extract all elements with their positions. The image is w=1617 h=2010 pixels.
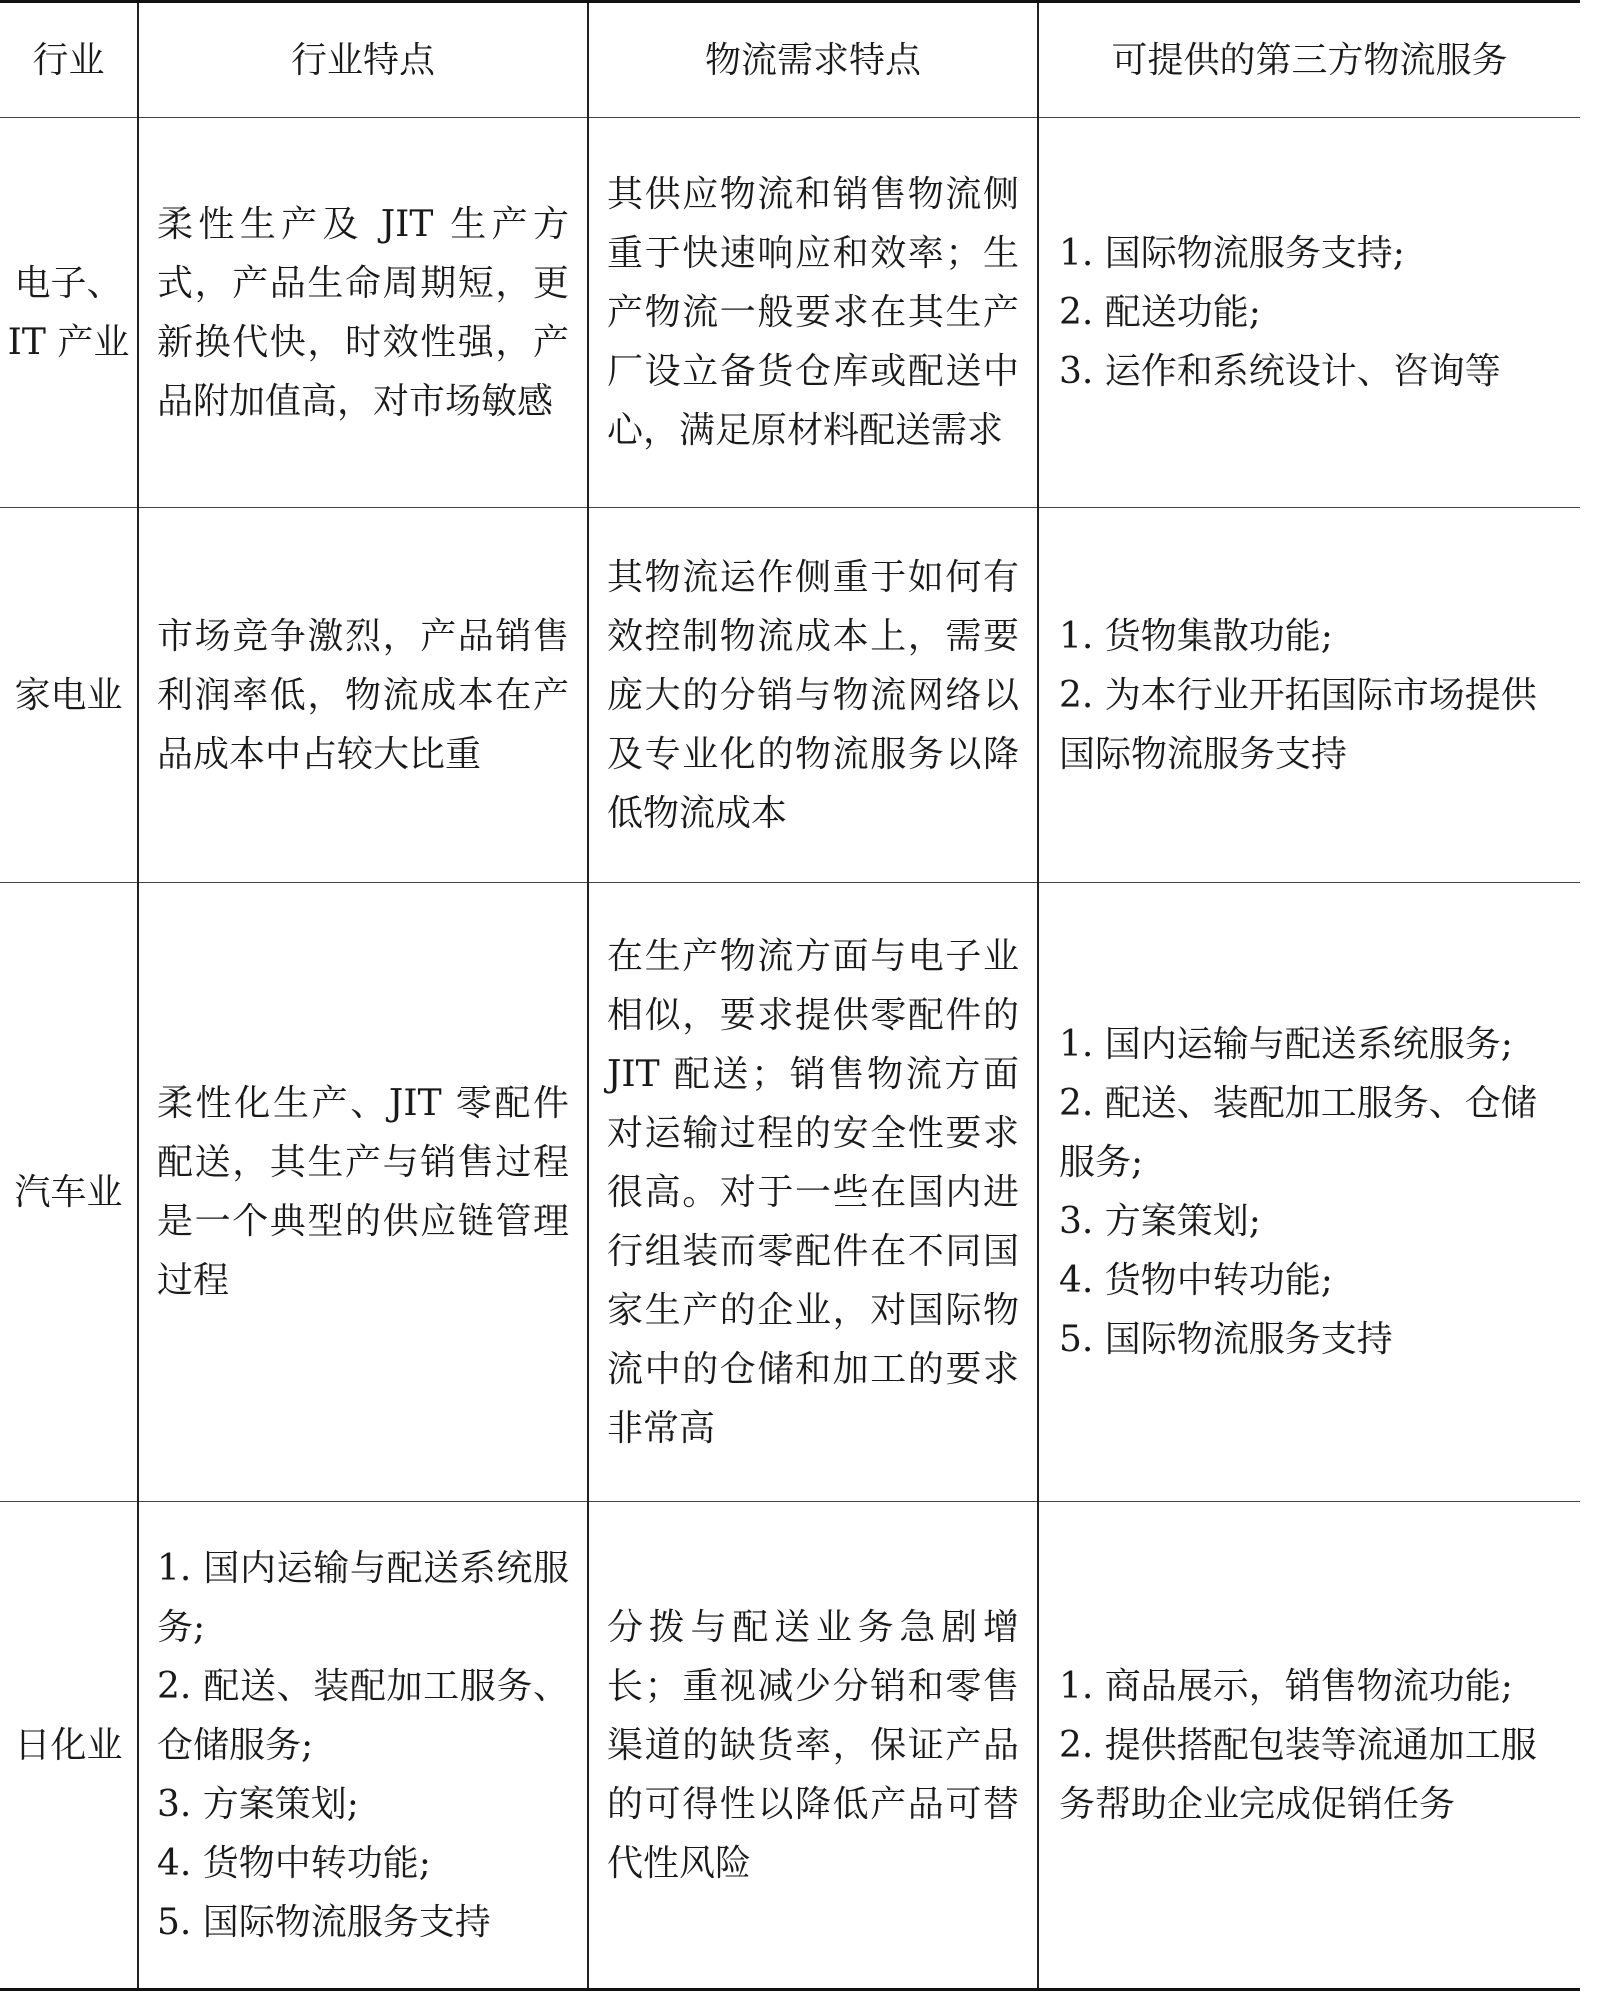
services-list (1059, 607, 1568, 784)
list-item: 1. 国际物流服务支持; (1059, 233, 1405, 274)
services-cell (1038, 118, 1580, 508)
list-item: 1. 国内运输与配送系统服务; (157, 1547, 569, 1648)
services-cell (1038, 1502, 1580, 1990)
industry-name-line: 日化业 (14, 1724, 123, 1766)
industry-cell (0, 508, 138, 883)
list-item: 3. 方案策划; (157, 1783, 359, 1825)
industry-name-line: IT 产业 (7, 321, 130, 363)
list-item: 2. 提供搭配包装等流通加工服务帮助企业完成促销任务 (1059, 1724, 1537, 1825)
header-logistics-demand: 物流需求特点 (588, 2, 1038, 118)
industry-cell (0, 883, 138, 1502)
features-cell (138, 1502, 588, 1990)
table-row (0, 508, 1580, 883)
features-cell: 市场竞争激烈，产品销售利润率低，物流成本在产品成本中占较大比重 (138, 508, 588, 883)
list-item: 1. 货物集散功能; (1059, 615, 1333, 657)
list-item: 4. 货物中转功能; (157, 1842, 431, 1884)
table-row (0, 883, 1580, 1502)
table-row (0, 1502, 1580, 1990)
industry-cell (0, 118, 138, 508)
demand-cell: 在生产物流方面与电子业相似，要求提供零配件的 JIT 配送；销售物流方面对运输过程的安全性要求很高。对于一些在国内进行组装而零配件在不同国家生产的企业，对国际物流中的仓储和加工的要求非常高 (588, 883, 1038, 1502)
list-item: 5. 国际物流服务支持 (1059, 1319, 1393, 1360)
features-cell: 柔性化生产、JIT 零配件配送，其生产与销售过程是一个典型的供应链管理过程 (138, 883, 588, 1502)
list-item: 3. 方案策划; (1059, 1201, 1261, 1242)
industry-name-line: 汽车业 (14, 1171, 123, 1213)
list-item: 2. 配送、装配加工服务、仓储服务; (1059, 1083, 1537, 1183)
table-row (0, 118, 1580, 508)
list-item: 2. 配送功能; (1059, 292, 1261, 333)
list-item: 2. 配送、装配加工服务、仓储服务; (157, 1665, 569, 1766)
demand-cell: 其供应物流和销售物流侧重于快速响应和效率；生产物流一般要求在其生产厂设立备货仓库或配送中心，满足原材料配送需求 (588, 118, 1038, 508)
table-header-row (0, 2, 1580, 118)
industry-cell (0, 1502, 138, 1990)
industry-name-line: 家电业 (14, 674, 123, 716)
list-item: 2. 为本行业开拓国际市场提供国际物流服务支持 (1059, 674, 1537, 775)
features-cell: 柔性生产及 JIT 生产方式，产品生命周期短，更新换代快，时效性强，产品附加值高，对市场敏感 (138, 118, 588, 508)
list-item: 1. 商品展示，销售物流功能; (1059, 1665, 1513, 1707)
services-cell (1038, 508, 1580, 883)
header-tpl-services: 可提供的第三方物流服务 (1038, 2, 1580, 118)
list-item: 4. 货物中转功能; (1059, 1260, 1333, 1301)
features-list (157, 1539, 569, 1952)
list-item: 5. 国际物流服务支持 (157, 1901, 491, 1943)
demand-cell: 其物流运作侧重于如何有效控制物流成本上，需要庞大的分销与物流网络以及专业化的物流服务以降低物流成本 (588, 508, 1038, 883)
list-item: 1. 国内运输与配送系统服务; (1059, 1024, 1513, 1065)
header-industry-features: 行业特点 (138, 2, 588, 118)
services-cell (1038, 883, 1580, 1502)
industry-name-line: 电子、 (14, 262, 123, 304)
header-industry: 行业 (0, 2, 138, 118)
services-list (1059, 224, 1568, 401)
demand-cell: 分拨与配送业务急剧增长；重视减少分销和零售渠道的缺货率，保证产品的可得性以降低产品可替代性风险 (588, 1502, 1038, 1990)
list-item: 3. 运作和系统设计、咨询等 (1059, 351, 1501, 392)
services-list (1059, 1657, 1568, 1834)
services-list (1059, 1015, 1568, 1369)
